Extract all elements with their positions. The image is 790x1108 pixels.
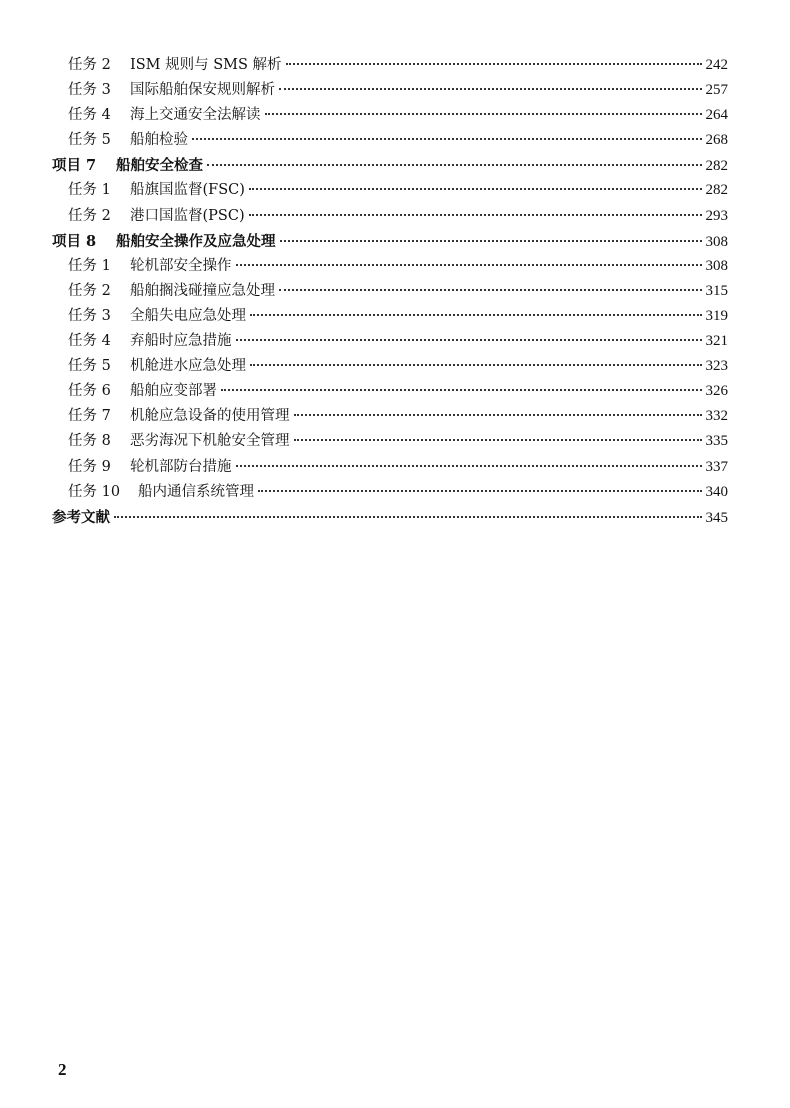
toc-entry-label: 任务 7 (68, 408, 111, 425)
toc-entry-label: 任务 2 (68, 282, 111, 299)
toc-dot-leader (236, 465, 702, 467)
toc-entry-label: 任务 1 (68, 182, 111, 199)
toc-dot-leader (249, 214, 702, 216)
toc-entry-title: 船舶安全操作及应急处理 (116, 232, 276, 250)
toc-entry-page: 326 (705, 383, 728, 400)
toc-chapter-row (52, 153, 728, 178)
toc-section-row (52, 304, 728, 329)
toc-section-row (52, 455, 728, 480)
toc-dot-leader (250, 364, 702, 366)
toc-chapter-row (52, 229, 728, 254)
toc-entry-page: 340 (705, 483, 728, 500)
toc-entry-page: 337 (705, 458, 728, 475)
toc-dot-leader (279, 289, 702, 291)
toc-dot-leader (294, 414, 702, 416)
toc-dot-leader (250, 314, 702, 316)
toc-entry-title: 机舱应急设备的使用管理 (130, 408, 290, 425)
toc-entry-page: 319 (705, 307, 728, 324)
toc-dot-leader (265, 113, 702, 115)
toc-section-row (52, 329, 728, 354)
toc-section-row (52, 204, 728, 229)
toc-dot-leader (286, 63, 702, 65)
toc-chapter-row (52, 505, 728, 530)
toc-entry-title: 机舱进水应急处理 (130, 358, 246, 375)
toc-section-row (52, 404, 728, 429)
toc-entry-label: 任务 2 (68, 207, 111, 224)
toc-dot-leader (280, 240, 702, 242)
toc-section-row (52, 178, 728, 203)
toc-entry-title: 恶劣海况下机舱安全管理 (130, 433, 290, 450)
toc-section-row (52, 254, 728, 279)
toc-entry-label: 任务 3 (68, 82, 111, 99)
toc-entry-page: 257 (705, 82, 728, 99)
toc-dot-leader (249, 188, 702, 190)
toc-entry-page: 308 (705, 233, 728, 250)
toc-entry-title: 船舶应变部署 (130, 383, 217, 400)
toc-section-row (52, 78, 728, 103)
toc-entry-label: 项目 7 (52, 157, 97, 175)
toc-entry-label: 任务 9 (68, 458, 111, 475)
toc-dot-leader (236, 339, 702, 341)
toc-entry-page: 293 (705, 207, 728, 224)
toc-dot-leader (294, 439, 702, 441)
toc-dot-leader (279, 88, 702, 90)
toc-entry-page: 242 (705, 57, 728, 73)
toc-section-row (52, 53, 728, 78)
toc-entry-page: 282 (705, 182, 728, 199)
toc-entry-title: 船舶搁浅碰撞应急处理 (130, 282, 275, 299)
toc-entry-page: 332 (705, 408, 728, 425)
toc-dot-leader (221, 389, 702, 391)
toc-entry-label: 任务 1 (68, 257, 111, 274)
toc-entry-label: 任务 8 (68, 433, 111, 450)
toc-entry-label: 任务 4 (68, 333, 111, 350)
toc-entry-label: 项目 8 (52, 232, 97, 250)
toc-entry-page: 335 (705, 433, 728, 450)
toc-entry-title: 船内通信系统管理 (138, 483, 254, 500)
toc-entry-page: 345 (705, 509, 728, 526)
toc-dot-leader (114, 516, 702, 518)
toc-entry-page: 323 (705, 358, 728, 375)
toc-entry-title: 船旗国监督(FSC) (130, 182, 245, 199)
toc-entry-title: 全船失电应急处理 (130, 307, 246, 324)
toc-entry-label: 任务 4 (68, 107, 111, 124)
toc-entry-label: 任务 5 (68, 358, 111, 375)
toc-entry-page: 315 (705, 282, 728, 299)
table-of-contents (52, 53, 728, 530)
toc-entry-title: 船舶安全检查 (116, 157, 203, 175)
toc-entry-page: 308 (705, 257, 728, 274)
toc-entry-page: 264 (705, 107, 728, 124)
toc-section-row (52, 354, 728, 379)
toc-entry-title: ISM 规则与 SMS 解析 (130, 57, 282, 73)
toc-entry-label: 任务 5 (68, 132, 111, 149)
toc-entry-title: 轮机部防台措施 (130, 458, 232, 475)
toc-entry-label: 任务 10 (68, 483, 121, 500)
toc-entry-title: 国际船舶保安规则解析 (130, 82, 275, 99)
toc-section-row (52, 128, 728, 153)
toc-entry-page: 321 (705, 333, 728, 350)
toc-entry-title: 轮机部安全操作 (130, 257, 232, 274)
toc-entry-title: 参考文献 (52, 508, 110, 526)
toc-section-row (52, 480, 728, 505)
toc-section-row (52, 379, 728, 404)
toc-entry-title: 弃船时应急措施 (130, 333, 232, 350)
toc-dot-leader (236, 264, 702, 266)
toc-entry-title: 海上交通安全法解读 (130, 107, 261, 124)
toc-entry-title: 船舶检验 (130, 132, 188, 149)
toc-dot-leader (192, 138, 702, 140)
toc-entry-label: 任务 3 (68, 307, 111, 324)
toc-dot-leader (258, 490, 702, 492)
toc-entry-page: 268 (705, 132, 728, 149)
toc-entry-page: 282 (705, 158, 728, 175)
toc-entry-label: 任务 2 (68, 57, 111, 73)
toc-entry-label: 任务 6 (68, 383, 111, 400)
toc-section-row (52, 279, 728, 304)
toc-dot-leader (207, 164, 702, 166)
toc-section-row (52, 103, 728, 128)
page-number: 2 (58, 1060, 67, 1079)
toc-section-row (52, 429, 728, 454)
toc-entry-title: 港口国监督(PSC) (130, 207, 245, 224)
